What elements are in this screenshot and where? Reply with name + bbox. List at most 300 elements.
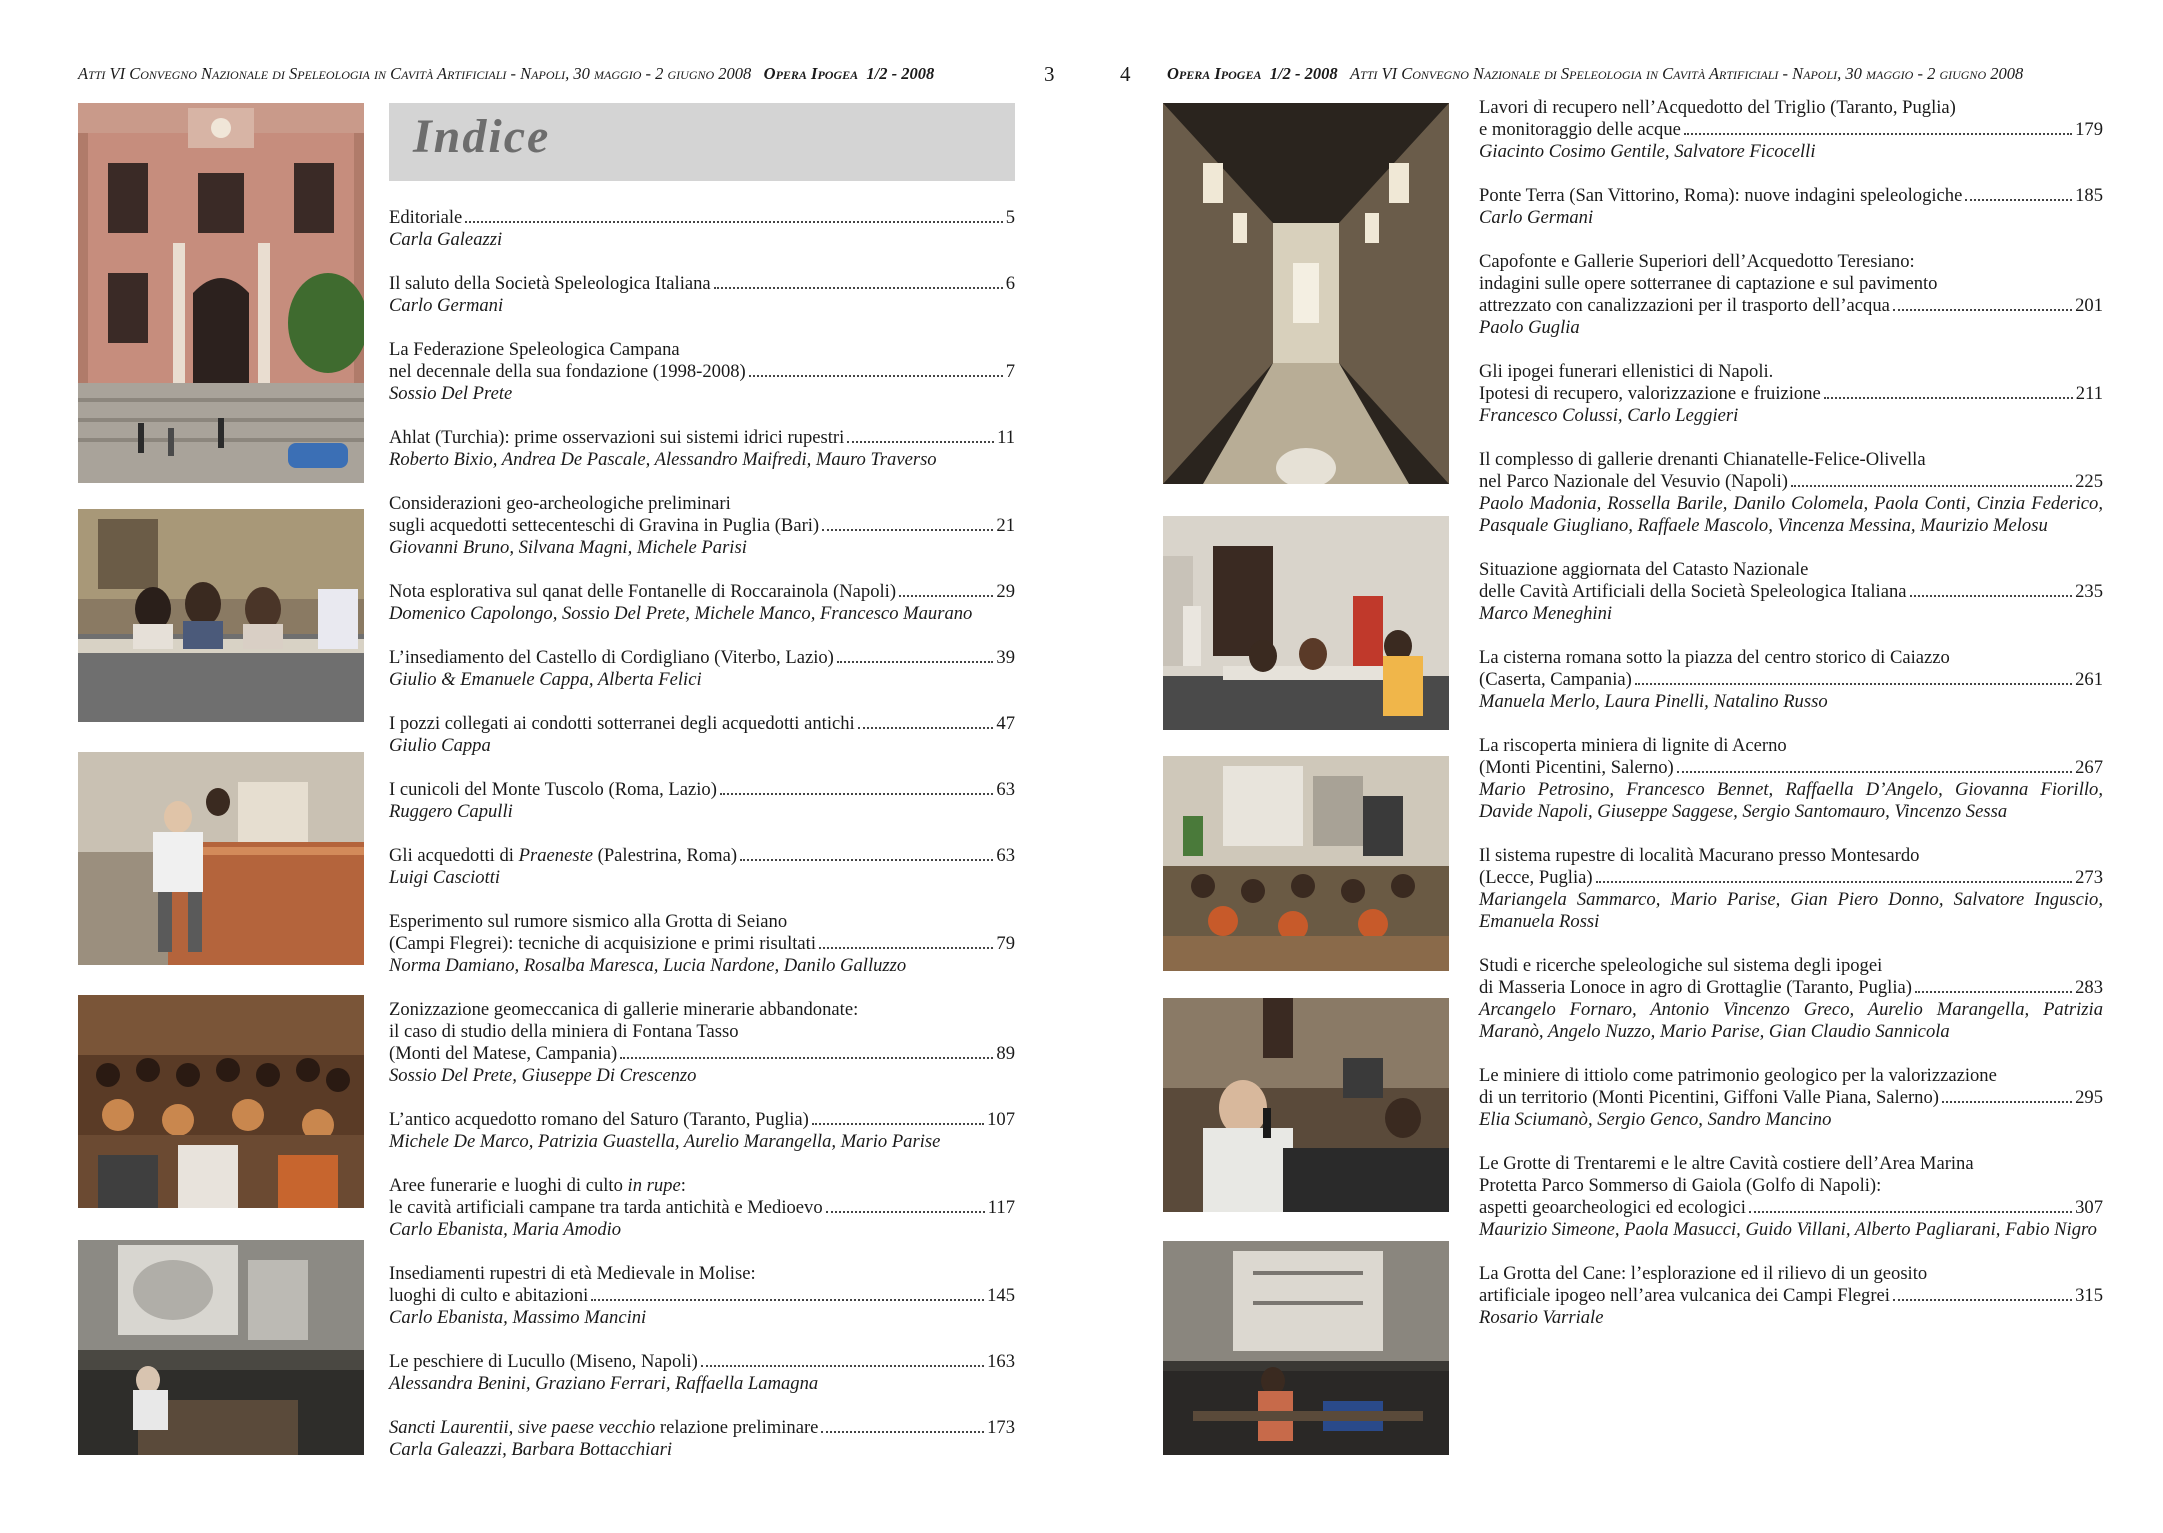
dot-leader bbox=[465, 221, 1002, 223]
toc-page-number: 107 bbox=[987, 1109, 1015, 1130]
title-text: (Lecce, Puglia) bbox=[1479, 867, 1593, 888]
toc-entry bbox=[1479, 251, 2103, 339]
toc-entry-authors: Elia Sciumanò, Sergio Genco, Sandro Mancino bbox=[1479, 1109, 1832, 1130]
toc-entry-title-line bbox=[1479, 955, 2103, 977]
toc-entry-title bbox=[389, 779, 717, 801]
toc-entry-title-line bbox=[1479, 845, 2103, 867]
journal-issue: 1/2 - 2008 bbox=[1269, 64, 1338, 83]
title-text: delle Cavità Artificiali della Società Speleologica Italiana bbox=[1479, 581, 1907, 602]
title-text: Lavori di recupero nell’Acquedotto del Triglio (Taranto, Puglia) bbox=[1479, 97, 1956, 118]
toc-entry-title-line bbox=[1479, 471, 2103, 493]
toc-entry-title bbox=[389, 1043, 617, 1065]
toc-entry-title-line bbox=[1479, 273, 2103, 295]
photo-panel-hall bbox=[1163, 516, 1449, 730]
toc-entry-authors: Roberto Bixio, Andrea De Pascale, Alessandro Maifredi, Mauro Traverso bbox=[389, 449, 937, 470]
toc-entry-authors: Carlo Ebanista, Massimo Mancini bbox=[389, 1307, 647, 1328]
dot-leader bbox=[701, 1365, 984, 1367]
toc-entry-title-line bbox=[389, 207, 1015, 229]
title-text: Il saluto della Società Speleologica Italiana bbox=[389, 273, 711, 294]
toc-entry-title bbox=[389, 339, 680, 361]
toc-entry bbox=[389, 1109, 1015, 1153]
toc-entry-authors: Alessandra Benini, Graziano Ferrari, Raffaella Lamagna bbox=[389, 1373, 819, 1394]
toc-entry-title bbox=[389, 515, 819, 537]
title-text: Il sistema rupestre di località Macurano presso Montesardo bbox=[1479, 845, 1920, 866]
toc-entry-title bbox=[1479, 1087, 1939, 1109]
title-text: Le miniere di ittiolo come patrimonio geologico per la valorizzazione bbox=[1479, 1065, 1997, 1086]
toc-entry bbox=[1479, 955, 2103, 1043]
toc-page-number: 201 bbox=[2075, 295, 2103, 316]
toc-entry-title-line bbox=[389, 713, 1015, 735]
toc-entry bbox=[389, 999, 1015, 1087]
toc-entry-title-line bbox=[389, 1351, 1015, 1373]
toc-entry bbox=[1479, 185, 2103, 229]
dot-leader bbox=[826, 1211, 985, 1213]
toc-left-column bbox=[389, 207, 1015, 1483]
toc-entry-title-line bbox=[389, 779, 1015, 801]
toc-entry-title bbox=[1479, 955, 1882, 977]
toc-entry-title bbox=[389, 1021, 739, 1043]
toc-entry-authors: Carla Galeazzi bbox=[389, 229, 503, 250]
toc-entry-title bbox=[1479, 97, 1956, 119]
toc-entry-title-line bbox=[1479, 647, 2103, 669]
dot-leader bbox=[821, 1431, 984, 1433]
title-text: nel Parco Nazionale del Vesuvio (Napoli) bbox=[1479, 471, 1788, 492]
toc-entry-title bbox=[389, 493, 731, 515]
toc-entry-title bbox=[389, 647, 834, 669]
toc-entry-title bbox=[1479, 1285, 1890, 1307]
toc-entry-title bbox=[1479, 581, 1907, 603]
toc-page-number: 211 bbox=[2075, 383, 2103, 404]
dot-leader bbox=[858, 727, 994, 729]
toc-entry-title-line bbox=[389, 361, 1015, 383]
toc-entry-title bbox=[389, 1263, 756, 1285]
toc-entry-title bbox=[389, 427, 844, 449]
dot-leader bbox=[822, 529, 993, 531]
toc-entry-authors: Carlo Ebanista, Maria Amodio bbox=[389, 1219, 622, 1240]
toc-entry-title-line bbox=[1479, 735, 2103, 757]
title-text: Studi e ricerche speleologiche sul sistema degli ipogei bbox=[1479, 955, 1883, 976]
toc-page-number: 89 bbox=[996, 1043, 1015, 1064]
toc-entry-title bbox=[389, 999, 858, 1021]
toc-entry-title bbox=[1479, 845, 1919, 867]
toc-entry-title-line bbox=[389, 647, 1015, 669]
toc-entry-authors: Carla Galeazzi, Barbara Bottacchiari bbox=[389, 1439, 673, 1460]
dot-leader bbox=[620, 1057, 993, 1059]
photo-audience bbox=[78, 995, 364, 1208]
toc-entry-authors: Norma Damiano, Rosalba Maresca, Lucia Nardone, Danilo Galluzzo bbox=[389, 955, 907, 976]
toc-entry-title bbox=[1479, 361, 1773, 383]
toc-entry-authors: Arcangelo Fornaro, Antonio Vincenzo Greco, Aurelio Marangella, Patrizia Maranò, Angelo Nuzzo, Mario Parise, Gian Claudio Sannicola bbox=[1479, 999, 2103, 1042]
toc-right-column bbox=[1479, 97, 2103, 1351]
toc-page-number: 117 bbox=[987, 1197, 1015, 1218]
toc-page-number: 185 bbox=[2075, 185, 2103, 206]
dot-leader bbox=[740, 859, 993, 861]
toc-entry-authors: Sossio Del Prete bbox=[389, 383, 513, 404]
dot-leader bbox=[1596, 881, 2073, 883]
dot-leader bbox=[1942, 1101, 2072, 1103]
dot-leader bbox=[899, 595, 993, 597]
toc-page-number: 21 bbox=[996, 515, 1015, 536]
title-text: Ahlat (Turchia): prime osservazioni sui sistemi idrici rupestri bbox=[389, 427, 845, 448]
toc-entry-authors: Carlo Germani bbox=[389, 295, 504, 316]
toc-entry-title-line bbox=[389, 581, 1015, 603]
toc-entry-title-line bbox=[1479, 559, 2103, 581]
title-text: Considerazioni geo-archeologiche preliminari bbox=[389, 493, 731, 514]
photo-corridor bbox=[1163, 103, 1449, 484]
dot-leader bbox=[1915, 991, 2072, 993]
title-text: Editoriale bbox=[389, 207, 463, 228]
title-text: Esperimento sul rumore sismico alla Grotta di Seiano bbox=[389, 911, 788, 932]
toc-entry bbox=[389, 273, 1015, 317]
title-text: aspetti geoarcheologici ed ecologici bbox=[1479, 1197, 1746, 1218]
toc-entry bbox=[1479, 559, 2103, 625]
toc-entry-title bbox=[1479, 449, 1926, 471]
dot-leader bbox=[1824, 397, 2073, 399]
dot-leader bbox=[1893, 309, 2072, 311]
toc-entry-title-line bbox=[1479, 977, 2103, 999]
photo-presentation-screen bbox=[78, 1240, 364, 1455]
toc-entry-title-line bbox=[1479, 1175, 2103, 1197]
toc-entry bbox=[1479, 845, 2103, 933]
title-text: Zonizzazione geomeccanica di gallerie minerarie abbandonate: bbox=[389, 999, 859, 1020]
toc-entry-authors: Sossio Del Prete, Giuseppe Di Crescenzo bbox=[389, 1065, 697, 1086]
toc-page-number: 163 bbox=[987, 1351, 1015, 1372]
title-text: Gli ipogei funerari ellenistici di Napoli. bbox=[1479, 361, 1774, 382]
journal-name: Opera Ipogea bbox=[1167, 64, 1262, 83]
conference-title: Atti VI Convegno Nazionale di Speleologia in Cavità Artificiali - Napoli, 30 maggio - 2 giugno 2008 bbox=[78, 64, 752, 83]
dot-leader bbox=[1677, 771, 2072, 773]
toc-page-number: 11 bbox=[997, 427, 1015, 448]
title-text: il caso di studio della miniera di Fontana Tasso bbox=[389, 1021, 739, 1042]
toc-entry-authors: Marco Meneghini bbox=[1479, 603, 1613, 624]
dot-leader bbox=[1910, 595, 2073, 597]
toc-entry-title bbox=[1479, 757, 1674, 779]
toc-entry-title bbox=[1479, 295, 1890, 317]
toc-page-number: 179 bbox=[2075, 119, 2103, 140]
page-number-right: 4 bbox=[1120, 62, 1131, 86]
toc-entry-title-line bbox=[389, 1021, 1015, 1043]
title-text: indagini sulle opere sotterranee di captazione e sul pavimento bbox=[1479, 273, 1938, 294]
toc-entry-title-line bbox=[1479, 1263, 2103, 1285]
toc-entry-authors: Rosario Varriale bbox=[1479, 1307, 1604, 1328]
toc-entry-authors: Giulio & Emanuele Cappa, Alberta Felici bbox=[389, 669, 702, 690]
photo-lecture-room bbox=[1163, 756, 1449, 971]
toc-page-number: 235 bbox=[2075, 581, 2103, 602]
toc-entry bbox=[389, 493, 1015, 559]
toc-entry-authors: Domenico Capolongo, Sossio Del Prete, Michele Manco, Francesco Maurano bbox=[389, 603, 973, 624]
title-text: attrezzato con canalizzazioni per il trasporto dell’acqua bbox=[1479, 295, 1890, 316]
toc-entry bbox=[389, 713, 1015, 757]
toc-entry-title bbox=[1479, 647, 1950, 669]
toc-entry bbox=[389, 581, 1015, 625]
title-text: di Masseria Lonoce in agro di Grottaglie (Taranto, Puglia) bbox=[1479, 977, 1912, 998]
toc-entry-title bbox=[1479, 1175, 1881, 1197]
toc-entry-title-line bbox=[389, 1175, 1015, 1197]
title-text: (Monti Picentini, Salerno) bbox=[1479, 757, 1674, 778]
toc-entry-title bbox=[1479, 471, 1788, 493]
journal-issue: 1/2 - 2008 bbox=[866, 64, 935, 83]
toc-entry-title bbox=[1479, 1263, 1927, 1285]
toc-entry-authors: Giacinto Cosimo Gentile, Salvatore Ficocelli bbox=[1479, 141, 1816, 162]
toc-entry-title-line bbox=[389, 427, 1015, 449]
toc-entry-title-line bbox=[389, 911, 1015, 933]
toc-entry bbox=[1479, 1263, 2103, 1329]
toc-entry-title-line bbox=[1479, 669, 2103, 691]
title-text: luoghi di culto e abitazioni bbox=[389, 1285, 589, 1306]
page-title: Indice bbox=[413, 110, 551, 163]
toc-entry-title-line bbox=[1479, 1087, 2103, 1109]
toc-entry-title-line bbox=[389, 493, 1015, 515]
toc-entry bbox=[389, 1175, 1015, 1241]
conference-title: Atti VI Convegno Nazionale di Speleologia in Cavità Artificiali - Napoli, 30 maggio - 2 giugno 2008 bbox=[1349, 64, 2024, 83]
toc-entry-title-line bbox=[389, 845, 1015, 867]
toc-entry-title bbox=[389, 911, 787, 933]
running-head-right bbox=[1167, 64, 2023, 84]
toc-entry bbox=[389, 1263, 1015, 1329]
title-text: : bbox=[680, 1175, 686, 1196]
toc-entry bbox=[1479, 1153, 2103, 1241]
toc-entry-title-line bbox=[389, 1043, 1015, 1065]
toc-entry bbox=[1479, 1065, 2103, 1131]
toc-entry-authors: Paolo Guglia bbox=[1479, 317, 1580, 338]
dot-leader bbox=[1684, 133, 2072, 135]
toc-entry-title bbox=[389, 207, 462, 229]
title-text: La cisterna romana sotto la piazza del centro storico di Caiazzo bbox=[1479, 647, 1950, 668]
toc-entry bbox=[389, 427, 1015, 471]
title-text: Insediamenti rupestri di età Medievale in Molise: bbox=[389, 1263, 756, 1284]
title-text: nel decennale della sua fondazione (1998-2008) bbox=[389, 361, 746, 382]
toc-entry-title bbox=[389, 713, 855, 735]
dot-leader bbox=[1635, 683, 2072, 685]
toc-entry-title-line bbox=[1479, 581, 2103, 603]
toc-entry-title bbox=[389, 1285, 588, 1307]
toc-entry-title-line bbox=[1479, 295, 2103, 317]
title-text: I cunicoli del Monte Tuscolo (Roma, Lazio) bbox=[389, 779, 717, 800]
toc-entry-title bbox=[389, 273, 711, 295]
title-text: e monitoraggio delle acque bbox=[1479, 119, 1681, 140]
toc-page-number: 79 bbox=[996, 933, 1015, 954]
toc-entry-authors: Mario Petrosino, Francesco Bennet, Raffaella D’Angelo, Giovanna Fiorillo, Davide Napoli, Giuseppe Saggese, Sergio Santomauro, Vincenzo Sessa bbox=[1479, 779, 2103, 822]
toc-entry-title bbox=[1479, 669, 1632, 691]
toc-entry-authors: Maurizio Simeone, Paola Masucci, Guido Villani, Alberto Pagliarani, Fabio Nigro bbox=[1479, 1219, 2097, 1240]
dot-leader bbox=[819, 947, 993, 949]
title-italic-text: Sancti Laurentii, sive paese vecchio bbox=[389, 1417, 656, 1438]
toc-entry-title-line bbox=[1479, 1153, 2103, 1175]
toc-entry-title-line bbox=[389, 1109, 1015, 1131]
dot-leader bbox=[812, 1123, 984, 1125]
toc-entry-title-line bbox=[1479, 867, 2103, 889]
toc-page-number: 295 bbox=[2075, 1087, 2103, 1108]
title-text: Ipotesi di recupero, valorizzazione e fruizione bbox=[1479, 383, 1821, 404]
toc-entry-title-line bbox=[1479, 119, 2103, 141]
toc-entry-authors: Michele De Marco, Patrizia Guastella, Aurelio Marangella, Mario Parise bbox=[389, 1131, 941, 1152]
toc-entry bbox=[389, 1417, 1015, 1461]
toc-entry-authors: Giovanni Bruno, Silvana Magni, Michele Parisi bbox=[389, 537, 747, 558]
toc-entry-title-line bbox=[1479, 185, 2103, 207]
dot-leader bbox=[591, 1299, 984, 1301]
toc-page-number: 7 bbox=[1005, 361, 1015, 382]
dot-leader bbox=[720, 793, 993, 795]
toc-entry-title-line bbox=[1479, 97, 2103, 119]
dot-leader bbox=[1893, 1299, 2072, 1301]
toc-entry-authors: Carlo Germani bbox=[1479, 207, 1594, 228]
toc-entry-title bbox=[1479, 185, 1962, 207]
photo-conference-table bbox=[78, 509, 364, 722]
toc-entry-title bbox=[1479, 251, 1915, 273]
title-text: La riscoperta miniera di lignite di Acerno bbox=[1479, 735, 1787, 756]
toc-entry bbox=[389, 911, 1015, 977]
title-text: (Campi Flegrei): tecniche di acquisizione e primi risultati bbox=[389, 933, 817, 954]
toc-entry-title-line bbox=[389, 273, 1015, 295]
toc-entry-title-line bbox=[389, 339, 1015, 361]
toc-entry-title-line bbox=[1479, 1197, 2103, 1219]
title-text: Situazione aggiornata del Catasto Nazionale bbox=[1479, 559, 1809, 580]
toc-entry-title bbox=[389, 361, 746, 383]
toc-entry-title-line bbox=[389, 999, 1015, 1021]
toc-entry-title bbox=[389, 581, 896, 603]
journal-name: Opera Ipogea bbox=[763, 64, 859, 83]
toc-page-number: 315 bbox=[2075, 1285, 2103, 1306]
title-text: I pozzi collegati ai condotti sotterranei degli acquedotti antichi bbox=[389, 713, 855, 734]
title-text: La Grotta del Cane: l’esplorazione ed il rilievo di un geosito bbox=[1479, 1263, 1928, 1284]
running-head-left bbox=[78, 64, 934, 84]
toc-entry-title bbox=[389, 1417, 818, 1439]
toc-entry-title bbox=[1479, 119, 1681, 141]
toc-page-number: 307 bbox=[2075, 1197, 2103, 1218]
toc-entry-title-line bbox=[1479, 383, 2103, 405]
toc-page-number: 5 bbox=[1005, 207, 1015, 228]
toc-entry bbox=[389, 779, 1015, 823]
toc-entry-title-line bbox=[1479, 251, 2103, 273]
toc-entry bbox=[1479, 735, 2103, 823]
title-text: di un territorio (Monti Picentini, Giffoni Valle Piana, Salerno) bbox=[1479, 1087, 1939, 1108]
toc-page-number: 63 bbox=[996, 845, 1015, 866]
toc-entry-authors: Paolo Madonia, Rossella Barile, Danilo Colomela, Paola Conti, Cinzia Federico, Pasquale Giugliano, Raffaele Mascolo, Vincenza Messina, Maurizio Melosu bbox=[1479, 493, 2103, 536]
toc-entry bbox=[389, 1351, 1015, 1395]
toc-page-number: 225 bbox=[2075, 471, 2103, 492]
dot-leader bbox=[847, 441, 994, 443]
toc-page-number: 283 bbox=[2075, 977, 2103, 998]
title-italic-text: Praeneste bbox=[518, 845, 593, 866]
toc-page-number: 273 bbox=[2075, 867, 2103, 888]
toc-entry-title bbox=[1479, 1153, 1974, 1175]
dot-leader bbox=[749, 375, 1003, 377]
toc-entry-title bbox=[1479, 273, 1937, 295]
photo-speaker-seated bbox=[78, 752, 364, 965]
toc-entry-title bbox=[1479, 383, 1821, 405]
toc-entry-title bbox=[1479, 1065, 1997, 1087]
title-text: L’insediamento del Castello di Cordigliano (Viterbo, Lazio) bbox=[389, 647, 834, 668]
dot-leader bbox=[1749, 1211, 2072, 1213]
toc-entry-title bbox=[389, 845, 737, 867]
toc-entry-title-line bbox=[1479, 1065, 2103, 1087]
title-text: Capofonte e Gallerie Superiori dell’Acquedotto Teresiano: bbox=[1479, 251, 1915, 272]
toc-entry-title-line bbox=[389, 1263, 1015, 1285]
toc-page-number: 267 bbox=[2075, 757, 2103, 778]
toc-page-number: 145 bbox=[987, 1285, 1015, 1306]
page-number-left: 3 bbox=[1044, 62, 1055, 86]
title-text: Le peschiere di Lucullo (Miseno, Napoli) bbox=[389, 1351, 698, 1372]
title-text: (Monti del Matese, Campania) bbox=[389, 1043, 618, 1064]
toc-entry-title-line bbox=[1479, 1285, 2103, 1307]
title-text: relazione preliminare bbox=[655, 1417, 819, 1438]
title-text: Protetta Parco Sommerso di Gaiola (Golfo di Napoli): bbox=[1479, 1175, 1882, 1196]
toc-entry-title bbox=[389, 1197, 823, 1219]
toc-entry bbox=[389, 647, 1015, 691]
toc-entry-title-line bbox=[389, 1197, 1015, 1219]
dot-leader bbox=[837, 661, 994, 663]
title-text: Le Grotte di Trentaremi e le altre Cavità costiere dell’Area Marina bbox=[1479, 1153, 1974, 1174]
photo-speaker-microphone bbox=[1163, 998, 1449, 1212]
toc-page-number: 47 bbox=[996, 713, 1015, 734]
toc-entry-title bbox=[1479, 735, 1787, 757]
title-text: (Palestrina, Roma) bbox=[592, 845, 738, 866]
title-text: La Federazione Speleologica Campana bbox=[389, 339, 680, 360]
toc-entry-title bbox=[1479, 867, 1593, 889]
toc-entry bbox=[1479, 361, 2103, 427]
toc-entry-title bbox=[389, 1175, 686, 1197]
title-text: L’antico acquedotto romano del Saturo (Taranto, Puglia) bbox=[389, 1109, 809, 1130]
toc-entry bbox=[389, 845, 1015, 889]
toc-entry-title bbox=[389, 1109, 809, 1131]
toc-entry-title-line bbox=[389, 515, 1015, 537]
toc-entry-authors: Francesco Colussi, Carlo Leggieri bbox=[1479, 405, 1739, 426]
title-italic-text: in rupe bbox=[627, 1175, 681, 1196]
toc-entry bbox=[389, 207, 1015, 251]
toc-entry-title-line bbox=[1479, 757, 2103, 779]
photo-museum-facade bbox=[78, 103, 364, 483]
toc-page-number: 6 bbox=[1005, 273, 1015, 294]
title-text: artificiale ipogeo nell’area vulcanica dei Campi Flegrei bbox=[1479, 1285, 1890, 1306]
toc-page-number: 173 bbox=[987, 1417, 1015, 1438]
toc-entry-title-line bbox=[1479, 449, 2103, 471]
title-text: Gli acquedotti di bbox=[389, 845, 519, 866]
toc-entry bbox=[1479, 97, 2103, 163]
toc-entry-title-line bbox=[389, 1417, 1015, 1439]
title-text: Aree funerarie e luoghi di culto bbox=[389, 1175, 628, 1196]
toc-entry-title bbox=[1479, 1197, 1746, 1219]
title-text: (Caserta, Campania) bbox=[1479, 669, 1632, 690]
toc-entry-title-line bbox=[389, 933, 1015, 955]
index-title-box bbox=[389, 103, 1015, 181]
toc-page-number: 39 bbox=[996, 647, 1015, 668]
title-text: sugli acquedotti settecenteschi di Gravina in Puglia (Bari) bbox=[389, 515, 820, 536]
toc-entry-authors: Manuela Merlo, Laura Pinelli, Natalino Russo bbox=[1479, 691, 1828, 712]
toc-entry bbox=[389, 339, 1015, 405]
toc-entry-title-line bbox=[389, 1285, 1015, 1307]
toc-entry-title bbox=[1479, 977, 1912, 999]
dot-leader bbox=[714, 287, 1003, 289]
toc-entry-authors: Giulio Cappa bbox=[389, 735, 491, 756]
toc-entry-title bbox=[389, 1351, 698, 1373]
dot-leader bbox=[1791, 485, 2072, 487]
toc-entry-authors: Mariangela Sammarco, Mario Parise, Gian Piero Donno, Salvatore Inguscio, Emanuela Rossi bbox=[1479, 889, 2103, 932]
title-text: Ponte Terra (San Vittorino, Roma): nuove indagini speleologiche bbox=[1479, 185, 1963, 206]
title-text: le cavità artificiali campane tra tarda antichità e Medioevo bbox=[389, 1197, 823, 1218]
toc-entry-authors: Ruggero Capulli bbox=[389, 801, 513, 822]
toc-entry bbox=[1479, 647, 2103, 713]
toc-page-number: 261 bbox=[2075, 669, 2103, 690]
toc-entry-title-line bbox=[1479, 361, 2103, 383]
toc-page-number: 63 bbox=[996, 779, 1015, 800]
toc-entry bbox=[1479, 449, 2103, 537]
toc-entry-authors: Luigi Casciotti bbox=[389, 867, 501, 888]
toc-entry-title bbox=[389, 933, 816, 955]
photo-speaker-at-screen bbox=[1163, 1241, 1449, 1455]
dot-leader bbox=[1965, 199, 2072, 201]
title-text: Nota esplorativa sul qanat delle Fontanelle di Roccarainola (Napoli) bbox=[389, 581, 897, 602]
title-text: Il complesso di gallerie drenanti Chianatelle-Felice-Olivella bbox=[1479, 449, 1926, 470]
